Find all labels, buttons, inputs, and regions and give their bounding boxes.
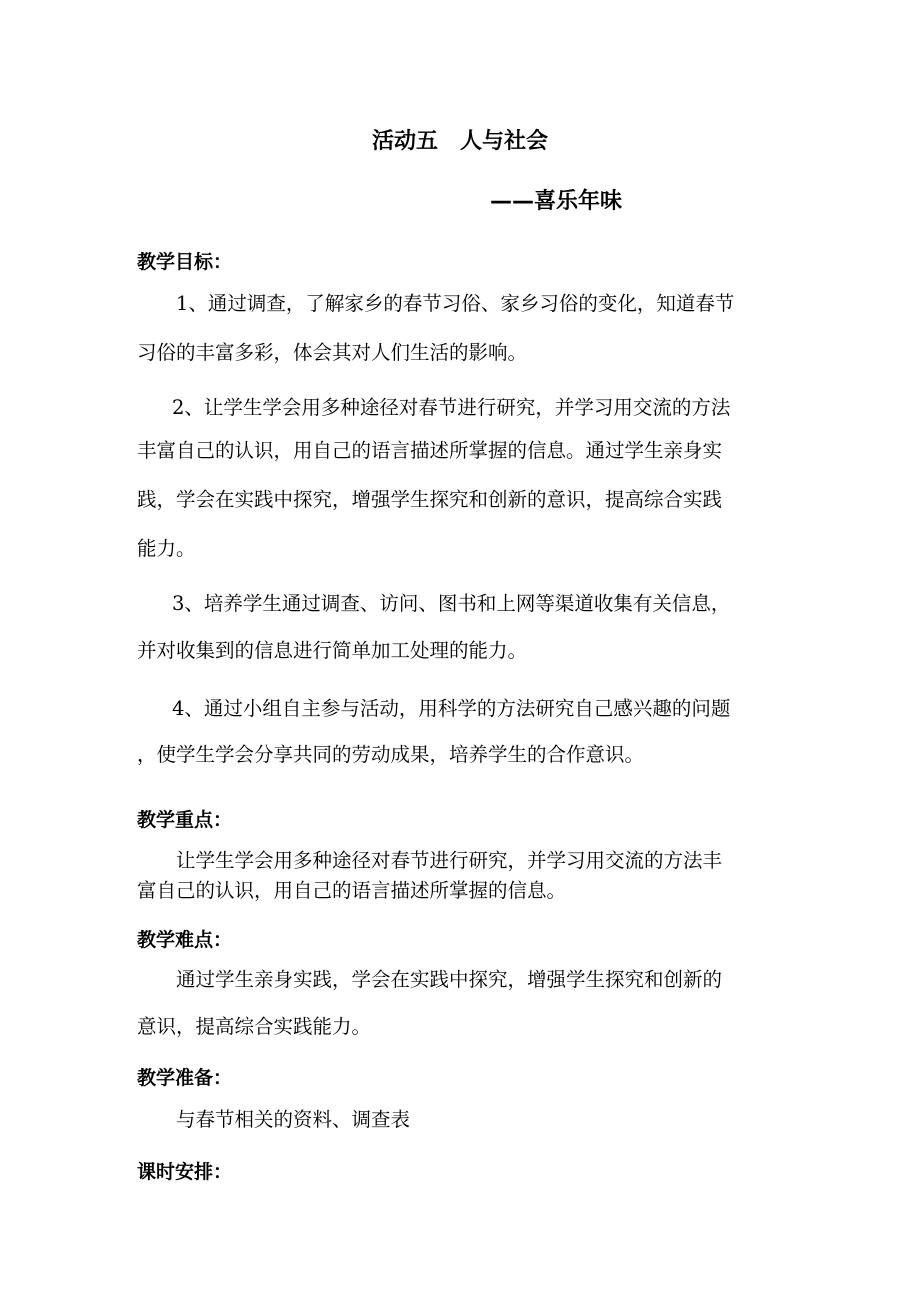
page-subtitle: ——喜乐年味 bbox=[490, 189, 623, 214]
difficulties-line-1: 通过学生亲身实践，学会在实践中探究，增强学生探究和创新的 bbox=[176, 968, 723, 991]
objective-3-line-2: 并对收集到的信息进行简单加工处理的能力。 bbox=[137, 639, 528, 662]
objective-2-line-2: 丰富自己的认识，用自己的语言描述所掌握的信息。通过学生亲身实 bbox=[137, 439, 723, 462]
objective-1-line-2: 习俗的丰富多彩，体会其对人们生活的影响。 bbox=[137, 341, 528, 364]
page-title: 活动五 人与社会 bbox=[371, 129, 548, 154]
difficulties-heading: 教学难点： bbox=[137, 929, 233, 951]
objective-4-line-2: ，使学生学会分享共同的劳动成果，培养学生的合作意识。 bbox=[137, 743, 645, 766]
objectives-heading: 教学目标： bbox=[137, 251, 233, 273]
objective-3-line-1: 3、培养学生通过调查、访问、图书和上网等渠道收集有关信息， bbox=[172, 592, 731, 615]
objective-1-line-1: 1、通过调查，了解家乡的春节习俗、家乡习俗的变化，知道春节 bbox=[176, 292, 735, 315]
preparation-heading: 教学准备： bbox=[137, 1067, 233, 1089]
objective-2-line-1: 2、让学生学会用多种途径对春节进行研究，并学习用交流的方法 bbox=[172, 396, 731, 419]
key-points-line-1: 让学生学会用多种途径对春节进行研究，并学习用交流的方法丰 bbox=[176, 849, 723, 872]
objective-2-line-4: 能力。 bbox=[137, 537, 196, 560]
key-points-line-2: 富自己的认识，用自己的语言描述所掌握的信息。 bbox=[137, 879, 567, 902]
objective-4-line-1: 4、通过小组自主参与活动，用科学的方法研究自己感兴趣的问题 bbox=[172, 697, 731, 720]
objective-2-line-3: 践，学会在实践中探究，增强学生探究和创新的意识，提高综合实践 bbox=[137, 488, 723, 511]
key-points-heading: 教学重点： bbox=[137, 809, 233, 831]
difficulties-line-2: 意识，提高综合实践能力。 bbox=[137, 1015, 372, 1038]
schedule-heading: 课时安排： bbox=[137, 1161, 233, 1183]
preparation-text: 与春节相关的资料、调查表 bbox=[176, 1108, 411, 1131]
